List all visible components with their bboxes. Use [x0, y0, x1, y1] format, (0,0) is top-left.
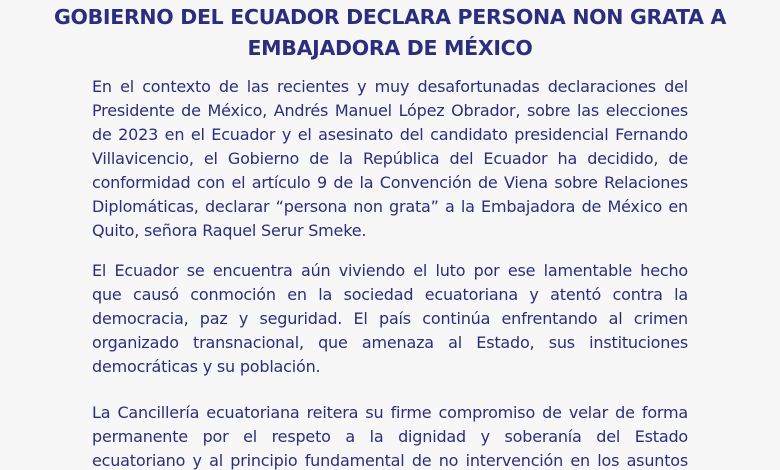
paragraph-line: de 2023 en el Ecuador y el asesinato del candidato presidencial Fernando	[92, 125, 688, 144]
paragraph-line: Presidente de México, Andrés Manuel López Obrador, sobre las elecciones	[92, 101, 688, 120]
paragraph-1	[92, 75, 688, 243]
paragraph-line: democracia, paz y seguridad. El país continúa enfrentando al crimen	[92, 309, 688, 328]
document-title	[0, 2, 780, 64]
paragraph-line: que causó conmoción en la sociedad ecuatoriana y atentó contra la	[92, 285, 688, 304]
paragraph-2	[92, 259, 688, 379]
paragraph-3	[92, 401, 688, 470]
paragraph-line: En el contexto de las recientes y muy desafortunadas declaraciones del	[92, 77, 688, 96]
paragraph-line: La Cancillería ecuatoriana reitera su firme compromiso de velar de forma	[92, 403, 688, 422]
paragraph-line: Villavicencio, el Gobierno de la República del Ecuador ha decidido, de	[92, 149, 688, 168]
paragraph-line: Diplomáticas, declarar “persona non grata” a la Embajadora de México en	[92, 197, 688, 216]
title-line-1: GOBIERNO DEL ECUADOR DECLARA PERSONA NON GRATA A	[53, 5, 727, 29]
paragraph-line: democráticas y su población.	[92, 357, 321, 376]
paragraph-line: Quito, señora Raquel Serur Smeke.	[92, 221, 367, 240]
paragraph-line: organizado transnacional, que amenaza al Estado, sus instituciones	[92, 333, 688, 352]
paragraph-line: conformidad con el artículo 9 de la Convención de Viena sobre Relaciones	[92, 173, 688, 192]
title-line-2: EMBAJADORA DE MÉXICO	[247, 36, 533, 60]
paragraph-line: ecuatoriano y al principio fundamental de no intervención en los asuntos	[92, 451, 688, 470]
paragraph-line: El Ecuador se encuentra aún viviendo el luto por ese lamentable hecho	[92, 261, 688, 280]
paragraph-line: permanente por el respeto a la dignidad y soberanía del Estado	[92, 427, 688, 446]
